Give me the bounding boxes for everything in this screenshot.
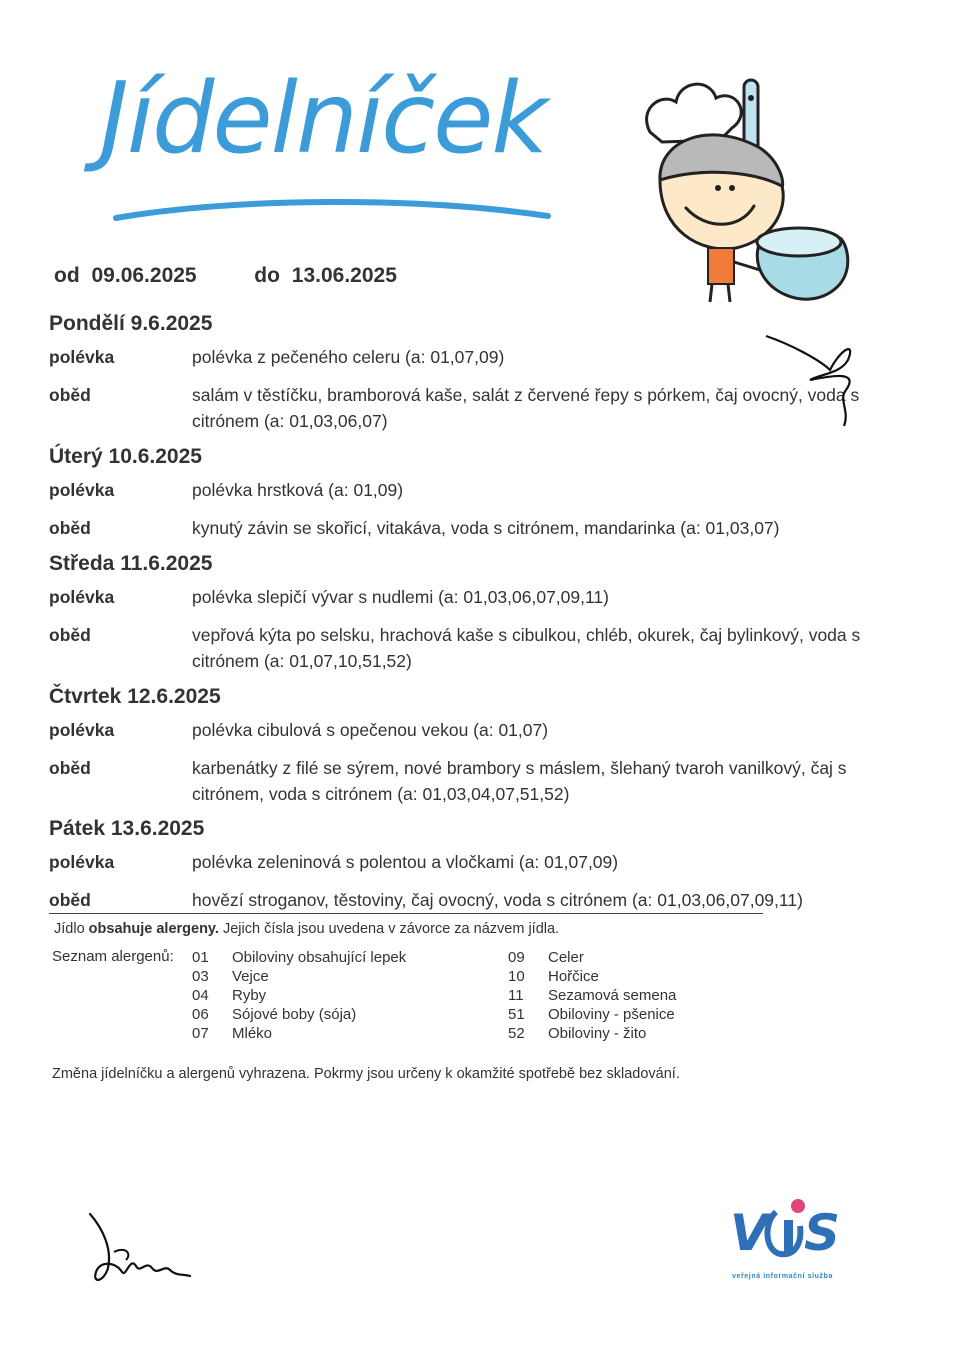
lunch-row (49, 755, 909, 807)
allergen-name: Vejce (232, 968, 269, 985)
chef-illustration (640, 70, 860, 310)
allergen-code: 03 (192, 968, 209, 985)
allergen-note-post: Jejich čísla jsou uvedena v závorce za názvem jídla. (218, 921, 560, 937)
date-range (54, 264, 403, 288)
allergen-code: 06 (192, 1006, 209, 1023)
logo-subtitle: veřejná informační služba (732, 1273, 833, 1280)
lunch-label: oběd (49, 758, 91, 778)
allergen-item (192, 986, 406, 1005)
allergen-item (508, 1024, 676, 1043)
allergen-note-pre: Jídlo (54, 921, 89, 937)
allergen-note-bold: obsahuje alergeny. (88, 921, 219, 937)
soup-row (49, 849, 909, 875)
allergen-item (192, 948, 406, 967)
soup-label: polévka (49, 852, 115, 872)
day-block (49, 445, 909, 553)
allergen-name: Mléko (232, 1025, 273, 1042)
day-title: Středa 11.6.2025 (49, 552, 213, 575)
lunch-row (49, 622, 909, 674)
allergen-item (508, 967, 676, 986)
date-from: 09.06.2025 (91, 264, 197, 287)
lunch-text: salám v těstíčku, bramborová kaše, salát z červené řepy s pórkem, čaj ovocný, voda s citrónem (a: 01,03,06,07) (192, 385, 860, 431)
divider (49, 913, 763, 914)
allergen-name: Celer (548, 949, 584, 966)
allergen-column (508, 948, 676, 1043)
day-title: Čtvrtek 12.6.2025 (49, 685, 221, 708)
lunch-row (49, 887, 909, 913)
allergen-name: Sójové boby (sója) (232, 1006, 357, 1023)
soup-label: polévka (49, 480, 115, 500)
allergen-code: 11 (508, 987, 524, 1004)
allergen-code: 52 (508, 1025, 525, 1042)
allergen-code: 04 (192, 987, 209, 1004)
allergen-item (508, 948, 676, 967)
allergen-item (508, 986, 676, 1005)
soup-text: polévka cibulová s opečenou vekou (a: 01,07) (192, 720, 549, 740)
soup-text: polévka zeleninová s polentou a vločkami (a: 01,07,09) (192, 852, 619, 872)
allergen-code: 51 (508, 1006, 525, 1023)
lunch-label: oběd (49, 518, 91, 538)
page-title: Jídelníček (100, 62, 547, 176)
date-to-label: do (254, 264, 280, 287)
allergen-name: Sezamová semena (548, 987, 677, 1004)
soup-row (49, 584, 909, 610)
allergen-code: 07 (192, 1025, 209, 1042)
vis-logo (728, 1192, 858, 1272)
lunch-text: hovězí stroganov, těstoviny, čaj ovocný, voda s citrónem (a: 01,03,06,07,09,11) (192, 890, 803, 910)
allergen-item (192, 967, 406, 986)
allergen-code: 09 (508, 949, 525, 966)
lunch-label: oběd (49, 890, 91, 910)
title-underline (112, 192, 552, 226)
day-block (49, 817, 909, 925)
allergen-name: Obiloviny - pšenice (548, 1006, 675, 1023)
lunch-label: oběd (49, 385, 91, 405)
lunch-label: oběd (49, 625, 91, 645)
allergen-code: 01 (192, 949, 209, 966)
day-title: Pondělí 9.6.2025 (49, 312, 213, 335)
soup-text: polévka slepičí vývar s nudlemi (a: 01,03,06,07,09,11) (192, 587, 609, 607)
allergen-name: Ryby (232, 987, 267, 1004)
date-from-label: od (54, 264, 80, 287)
soup-text: polévka z pečeného celeru (a: 01,07,09) (192, 347, 505, 367)
footer-note: Změna jídelníčku a alergenů vyhrazena. Pokrmy jsou určeny k okamžité spotřebě bez skladování. (52, 1066, 680, 1082)
allergen-column (192, 948, 406, 1043)
allergen-item (508, 1005, 676, 1024)
allergen-list-lead: Seznam alergenů: (52, 948, 174, 965)
lunch-text: vepřová kýta po selsku, hrachová kaše s cibulkou, chléb, okurek, čaj bylinkový, voda s citrónem (a: 01,07,10,51,52) (192, 625, 861, 671)
soup-label: polévka (49, 347, 115, 367)
allergen-item (192, 1024, 406, 1043)
allergen-name: Obiloviny - žito (548, 1025, 647, 1042)
allergen-note (54, 921, 559, 937)
soup-label: polévka (49, 587, 115, 607)
soup-row (49, 477, 909, 503)
day-title: Úterý 10.6.2025 (49, 445, 202, 468)
allergen-name: Hořčice (548, 968, 599, 985)
soup-row (49, 717, 909, 743)
lunch-text: karbenátky z filé se sýrem, nové brambory s máslem, šlehaný tvaroh vanilkový, čaj s citrónem, voda s citrónem (a: 01,03,04,07,51,52) (192, 758, 847, 804)
lunch-text: kynutý závin se skořicí, vitakáva, voda s citrónem, mandarinka (a: 01,03,07) (192, 518, 780, 538)
soup-label: polévka (49, 720, 115, 740)
allergen-item (192, 1005, 406, 1024)
day-block (49, 685, 909, 819)
day-title: Pátek 13.6.2025 (49, 817, 205, 840)
soup-text: polévka hrstková (a: 01,09) (192, 480, 404, 500)
allergen-code: 10 (508, 968, 525, 985)
allergen-name: Obiloviny obsahující lepek (232, 949, 407, 966)
svg-text:S: S (804, 1204, 841, 1262)
lunch-row (49, 515, 909, 541)
signature (86, 1210, 196, 1290)
svg-text:V: V (730, 1204, 769, 1262)
date-to: 13.06.2025 (291, 264, 397, 287)
day-block (49, 552, 909, 686)
initials-scribble (760, 330, 870, 430)
